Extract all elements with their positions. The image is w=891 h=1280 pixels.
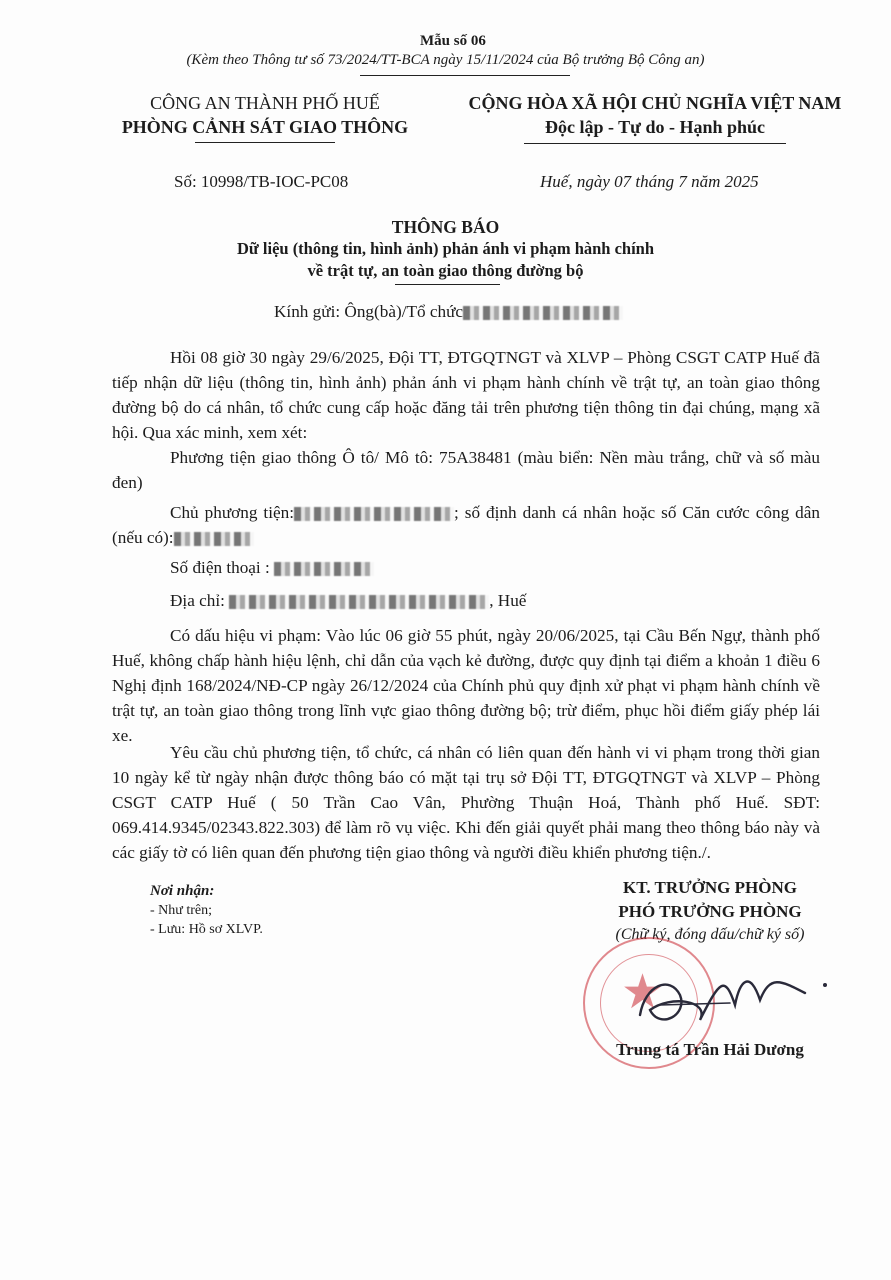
redacted-phone bbox=[274, 562, 374, 576]
handwritten-signature bbox=[600, 955, 840, 1045]
notice-subtitle-1: Dữ liệu (thông tin, hình ảnh) phản ánh vi phạm hành chính bbox=[236, 239, 655, 258]
national-title: CỘNG HÒA XÃ HỘI CHỦ NGHĨA VIỆT NAM bbox=[468, 93, 842, 113]
paragraph-violation: Có dấu hiệu vi phạm: Vào lúc 06 giờ 55 phút, ngày 20/06/2025, tại Cầu Bến Ngự, thành phố Huế, không chấp hành hiệu lệnh, chỉ dẫn của vạch kẻ đường, được quy định tại điểm a khoản 1 điều 6 Nghị định 168/2024/NĐ-CP ngày 26/12/2024 của Chính phủ quy định xử phạt vi phạm hành chính về trật tự, an toàn giao thông trong lĩnh vực giao thông đường bộ; trừ điểm, phục hồi điểm giấy phép lái xe. bbox=[112, 626, 820, 745]
national-motto: Độc lập - Tự do - Hạnh phúc bbox=[544, 117, 766, 137]
notice-title: THÔNG BÁO bbox=[391, 217, 500, 237]
paragraph-request: Yêu cầu chủ phương tiện, tổ chức, cá nhân có liên quan đến hành vi vi phạm trong thời gian 10 ngày kể từ ngày nhận được thông báo có mặt tại trụ sở Đội TT, ĐTGQTNGT và XLVP – Phòng CSGT CATP Huế ( 50 Trần Cao Vân, Phường Thuận Hoá, Thành phố Huế. SĐT: 069.414.9345/02343.822.303) để làm rõ vụ việc. Khi đến giải quyết phải mang theo thông báo này và các giấy tờ có liên quan đến phương tiện giao thông và người điều khiển phương tiện./. bbox=[112, 743, 820, 862]
recipients-item-2: - Lưu: Hồ sơ XLVP. bbox=[150, 922, 263, 937]
redacted-address bbox=[229, 595, 489, 609]
redacted-owner-name bbox=[294, 507, 454, 521]
paragraph-owner bbox=[112, 500, 820, 550]
signature-note: (Chữ ký, đóng dấu/chữ ký số) bbox=[615, 926, 805, 943]
redacted-id-number bbox=[174, 532, 254, 546]
signer-name: Trung tá Trần Hải Dương bbox=[616, 1040, 804, 1059]
recipients-item-1: - Như trên; bbox=[150, 903, 213, 918]
recipient-line bbox=[274, 302, 623, 322]
agency-name: CÔNG AN THÀNH PHỐ HUẾ bbox=[150, 93, 380, 113]
form-number: Mẫu số 06 bbox=[420, 33, 486, 49]
owner-suffix: ; số định danh cá nhân hoặc số Căn cước công dân (nếu có): bbox=[112, 503, 820, 547]
document-number: Số: 10998/TB-IOC-PC08 bbox=[174, 172, 349, 191]
paragraph-address bbox=[112, 588, 820, 613]
paragraph-vehicle: Phương tiện giao thông Ô tô/ Mô tô: 75A38481 (màu biển: Nền màu trắng, chữ và số màu đen) bbox=[112, 448, 820, 492]
signature-title-1: KT. TRƯỞNG PHÒNG bbox=[623, 878, 797, 897]
document-date: Huế, ngày 07 tháng 7 năm 2025 bbox=[540, 172, 759, 191]
paragraph-intro: Hồi 08 giờ 30 ngày 29/6/2025, Đội TT, ĐTGQTNGT và XLVP – Phòng CSGT CATP Huế đã tiếp nhận dữ liệu (thông tin, hình ảnh) phản ánh vi phạm hành chính về trật tự, an toàn giao thông đường bộ do cá nhân, tổ chức cung cấp hoặc đăng tải trên phương tiện thông tin đại chúng, mạng xã hội. Qua xác minh, xem xét: bbox=[112, 348, 820, 442]
department-underline bbox=[195, 142, 335, 143]
department-name: PHÒNG CẢNH SÁT GIAO THÔNG bbox=[121, 117, 409, 137]
redacted-recipient bbox=[463, 306, 623, 320]
address-suffix: , Huế bbox=[489, 591, 527, 610]
title-underline bbox=[395, 284, 500, 285]
phone-label: Số điện thoại : bbox=[170, 558, 270, 577]
paragraph-phone bbox=[112, 555, 820, 580]
reference-underline bbox=[360, 75, 570, 76]
signature-title-2: PHÓ TRƯỞNG PHÒNG bbox=[618, 902, 802, 921]
recipients-label: Nơi nhận: bbox=[150, 883, 215, 899]
motto-underline bbox=[524, 143, 786, 144]
address-label: Địa chỉ: bbox=[170, 591, 225, 610]
recipient-label: Kính gửi: Ông(bà)/Tổ chức bbox=[274, 302, 464, 321]
owner-label: Chủ phương tiện: bbox=[170, 503, 294, 522]
form-reference: (Kèm theo Thông tư số 73/2024/TT-BCA ngày 15/11/2024 của Bộ trưởng Bộ Công an) bbox=[186, 52, 705, 68]
star-icon: ★ bbox=[621, 966, 665, 1019]
notice-subtitle-2: về trật tự, an toàn giao thông đường bộ bbox=[307, 261, 584, 280]
